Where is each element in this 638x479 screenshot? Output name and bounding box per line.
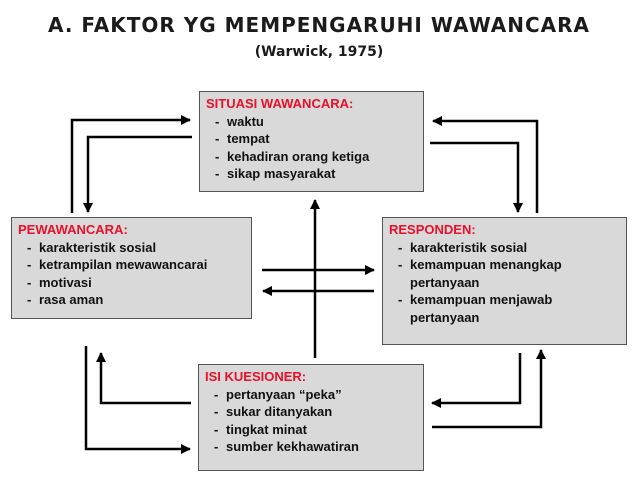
situasi-heading: SITUASI WAWANCARA: — [206, 96, 354, 111]
diagram-subtitle: (Warwick, 1975) — [254, 44, 384, 60]
arrow-isi-to-responden — [432, 350, 541, 427]
situasi-item: - tempat — [206, 130, 417, 148]
responden-item: - karakteristik sosial — [389, 239, 620, 257]
situasi-item: - kehadiran orang ketiga — [206, 148, 417, 166]
pewawancara-item: - rasa aman — [18, 291, 245, 309]
pewawancara-item: - karakteristik sosial — [18, 239, 245, 257]
responden-item: - kemampuan menangkap pertanyaan — [389, 256, 620, 291]
arrow-situasi-to-responden — [430, 143, 518, 212]
arrow-pewawancara-to-situasi — [72, 120, 190, 213]
responden-item: - kemampuan menjawab pertanyaan — [389, 291, 620, 326]
arrow-responden-to-situasi — [433, 121, 537, 213]
diagram-title: A. FAKTOR YG MEMPENGARUHI WAWANCARA — [48, 13, 590, 37]
situasi-item: - waktu — [206, 113, 417, 131]
isi-item: - pertanyaan “peka” — [205, 386, 417, 404]
pewawancara-item: - ketrampilan mewawancarai — [18, 256, 245, 274]
isi-item: - tingkat minat — [205, 421, 417, 439]
arrow-situasi-to-pewawancara — [88, 137, 192, 212]
pewawancara-item: - motivasi — [18, 274, 245, 292]
arrow-isi-to-pewawancara — [101, 353, 191, 403]
isi-heading: ISI KUESIONER: — [205, 369, 307, 384]
arrow-responden-to-isi — [432, 353, 520, 403]
pewawancara-heading: PEWAWANCARA: — [18, 222, 128, 237]
isi-item: - sukar ditanyakan — [205, 403, 417, 421]
responden-heading: RESPONDEN: — [389, 222, 476, 237]
isi-item: - sumber kekhawatiran — [205, 438, 417, 456]
situasi-item: - sikap masyarakat — [206, 165, 417, 183]
